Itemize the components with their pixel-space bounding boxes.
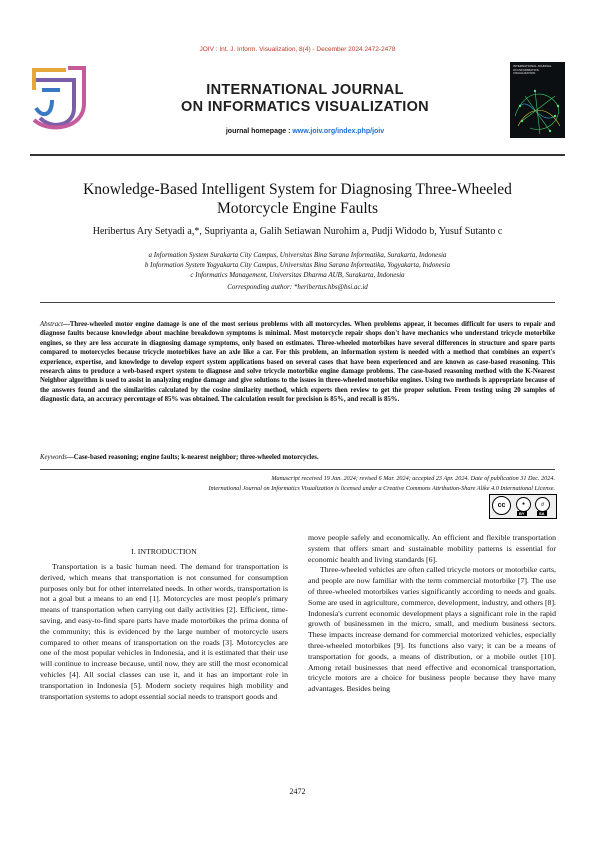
paper-title-line1: Knowledge-Based Intelligent System for Diagnosing Three-Wheeled xyxy=(83,181,512,198)
author-list: Heribertus Ary Setyadi a,*, Supriyanta a, Galih Setiawan Nurohim a, Pudji Widodo b, Yusuf Sutanto c xyxy=(92,226,503,237)
keywords xyxy=(40,454,555,461)
keywords-divider xyxy=(40,469,555,470)
paper-title-line2: Motorcycle Engine Faults xyxy=(217,200,378,217)
homepage-link[interactable]: www.joiv.org/index.php/joiv xyxy=(292,128,385,135)
header-divider xyxy=(30,154,565,156)
abstract xyxy=(40,320,555,405)
cover-title: INTERNATIONAL JOURNAL ON INFORMATICS VISUALIZATION xyxy=(513,64,552,75)
cc-icon: cc xyxy=(492,496,511,515)
journal-title-line2: ON INFORMATICS VISUALIZATION xyxy=(181,99,429,115)
affiliation-c: c Informatics Management, Universitas Dharma AUB, Surakarta, Indonesia xyxy=(190,271,405,279)
paragraph: Three-wheeled vehicles are often called tricycle motors or motorbike carts, and people are now familiar with the term commercial motorbike [7]. The use of three-wheeled motorbikes varies significantly according to needs and goals. Some are used in agriculture, commerce, development, industry, and others [8]. Indonesia's current economic development plays a significant role in the rapid growth of businessmen in the micro, small, and medium business sectors. These impacts increase demand for commercial motorized vehicles, especially three-wheeled motorbikes [9]. Its functions also vary; it can be a means of transportation for goods, a means of distribution, or a mobile outlet [10]. Among retail businesses that need effective and economical transportation, tricycle motors are a choice for business people because they have many advantages. Besides being xyxy=(308,565,556,694)
abstract-top-divider xyxy=(40,302,555,303)
by-person-icon: ● xyxy=(516,497,531,512)
abstract-text: —Three-wheeled motor engine damage is one of the most serious problems with all motorcycles. When problems appear, it becomes difficult for users to repair and diagnose faults because knowledge about machine breakdown symptoms is minimal. Most motorcycle repair shops don't have mechanics who understand tricycle motorbike engines, so they are less accurate in diagnosing damage symptoms, only based on estimates. Three-wheeled motorbikes have several differences in structure and spare parts compared to motorcycles because tricycle motorbikes have an axle like a car. For this problem, an information system is needed with a method that combines an expert's experience, expertise, and knowledge to develop expert system applications based on several cases that have been experienced and are known as case-based reasoning. This research aims to produce a web-based expert system to diagnose and solve tricycle motorbike engine damage problems. The case-based reasoning method with the K-Nearest Neighbor algorithm is used to assist in analyzing engine damage and give solutions to the issues in three-wheeled motorbike engines. Using two methods is appropriate because of the answers found and the similarities calculated by the cosine similarity method, which experts then review to get the proper solution. From testing using 20 samples of diagnostic data, an accuracy percentage of 85% was obtained. The calculation result for precision is 85%, and recall is 85%. xyxy=(40,321,555,404)
paragraph: move people safely and economically. An efficient and flexible transportation system that offers smart and sustainable mobility patterns is essential for economic health and living standards [6]. xyxy=(308,533,556,564)
abstract-label: Abstract xyxy=(40,321,64,328)
journal-homepage xyxy=(120,128,490,135)
corresponding-author: Corresponding author: *heribertus.hbs@bsi.ac.id xyxy=(227,283,368,291)
paragraph: Transportation is a basic human need. The demand for transportation is derived, which means that transportation is not consumed for consumption purposes only but for other interrelated needs. In other words, transportation is not a goal but a means to an end [1]. Motorcycles are most people's primary means of transportation when carrying out daily activities [2]. Efficient, time-saving, and easy-to-find spare parts have made motorbikes the prima donna of the community; this is evidenced by the large number of motorcycle users compared to other means of transportation on the roads [3]. Motorcycles are one of the most popular vehicles in Indonesia, and it is estimated that their use will continue to increase because, until now, they are still the most economical vehicles [4]. All social classes can use it, and it has an important role in transportation in Indonesia [5]. Modern society requires high mobility and transportation systems to adopt essential social needs to transport goods and xyxy=(40,562,288,701)
journal-cover-image xyxy=(510,62,565,138)
paper-title xyxy=(40,180,555,218)
license-text: International Journal on Informatics Visualization is licensed under a Creative Commons Attribution-Share Alike 4.0 International License. xyxy=(208,485,555,492)
network-graphic-icon xyxy=(510,76,565,138)
affiliation-a: a Information System Surakarta City Campus, Universitas Bina Sarana Informatika, Surakarta, Indonesia xyxy=(148,251,447,259)
cc-by-label: BY xyxy=(519,511,525,516)
journal-title-line1: INTERNATIONAL JOURNAL xyxy=(206,82,404,98)
body-left-column xyxy=(40,562,288,702)
keywords-text: —Case-based reasoning; engine faults; k-nearest neighbor; three-wheeled motorcycles. xyxy=(66,454,319,461)
body-right-column xyxy=(308,533,556,695)
manuscript-info xyxy=(40,474,555,494)
keywords-label: Keywords xyxy=(40,454,67,461)
share-alike-icon: ↺ xyxy=(535,497,550,512)
manuscript-dates: Manuscript received 19 Jan. 2024; revised 6 Mar. 2024; accepted 23 Apr. 2024. Date of publication 31 Dec. 2024. xyxy=(271,475,555,482)
journal-logo-icon xyxy=(22,60,96,134)
affiliation-b: b Information System Yogyakarta City Campus, Universitas Bina Sarana Informatika, Yogyakarta, Indonesia xyxy=(144,261,451,269)
cc-license-badge[interactable] xyxy=(489,494,557,519)
homepage-label: journal homepage : xyxy=(225,128,291,135)
page-number: 2472 xyxy=(289,787,306,796)
journal-reference: JOIV : Int. J. Inform. Visualization, 8(4) - December 2024 2472-2478 xyxy=(199,46,396,53)
cc-sa-label: SA xyxy=(539,511,545,516)
journal-title xyxy=(120,82,490,116)
section-heading-introduction: I. INTRODUCTION xyxy=(131,547,197,556)
